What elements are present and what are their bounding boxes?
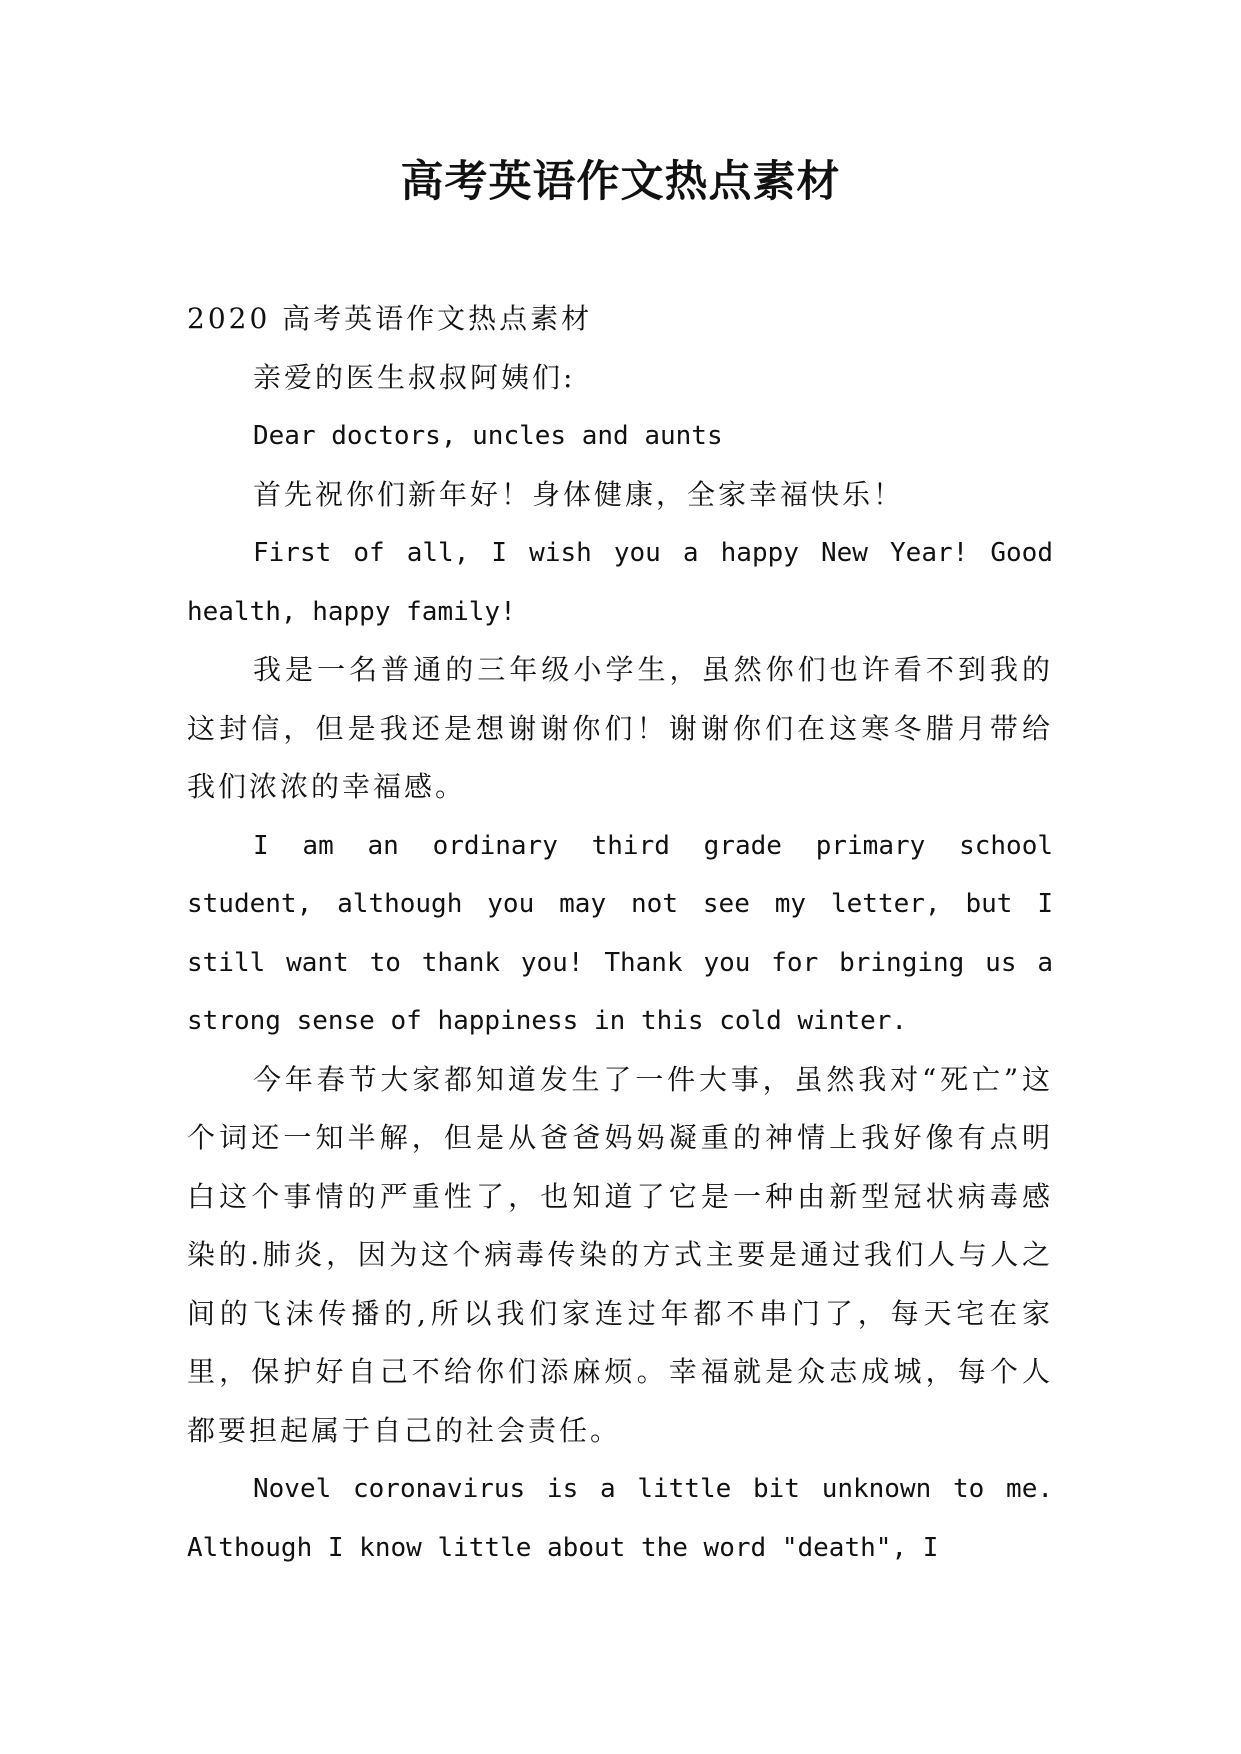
greeting-chinese: 亲爱的医生叔叔阿姨们: [253,360,576,394]
wishes-chinese: 首先祝你们新年好！身体健康，全家幸福快乐！ [253,477,905,511]
outbreak-english: Novel coronavirus is a little bit unknown to me. Although I know little about the word "death", I [187,1474,1053,1563]
outbreak-chinese: 今年春节大家都知道发生了一件大事，虽然我对“死亡”这个词还一知半解，但是从爸爸妈妈凝重的神情上我好像有点明白这个事情的严重性了，也知道了它是一种由新型冠状病毒感染的.肺炎，因为这个病毒传染的方式主要是通过我们人与人之间的飞沫传播的,所以我们家连过年都不串门了，每天宅在家里，保护好自己不给你们添麻烦。幸福就是众志成城，每个人都要担起属于自己的社会责任。 [187,1062,1053,1447]
subtitle-paragraph: 2020 高考英语作文热点素材 [187,302,593,335]
document-body [187,290,1053,1577]
document-title: 高考英语作文热点素材 [400,157,841,207]
intro-chinese: 我是一名普通的三年级小学生，虽然你们也许看不到我的这封信，但是我还是想谢谢你们！谢谢你们在这寒冬腊月带给我们浓浓的幸福感。 [187,653,1053,803]
greeting-english: Dear doctors, uncles and aunts [253,421,723,451]
intro-english: I am an ordinary third grade primary school student, although you may not see my letter, but I still want to thank you! Thank you for bringing us a strong sense of happiness in this cold winter. [187,830,1053,1036]
wishes-english: First of all, I wish you a happy New Year! Good health, happy family! [187,538,1053,627]
